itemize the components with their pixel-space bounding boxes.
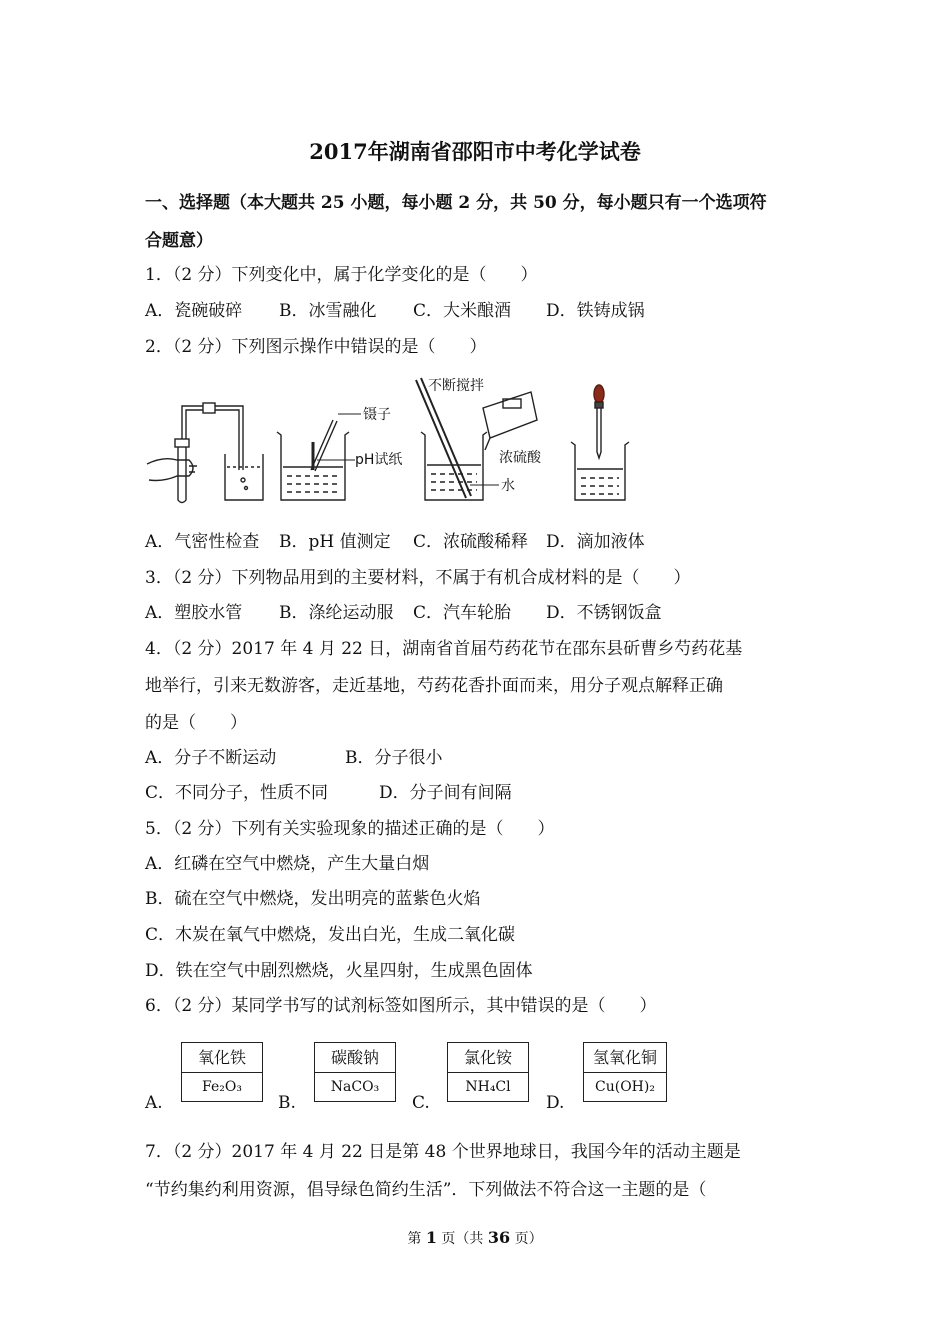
ph-test-diagram (277, 414, 361, 500)
question-4-options-row2 (145, 778, 845, 802)
option-d: D．不锈钢饭盒 (546, 603, 662, 623)
question-4-stem-cont: 地举行，引来无数游客，走近基地，芍药花香扑面而来，用分子观点解释正确 (145, 676, 723, 696)
label-b-letter: B. (278, 1093, 296, 1113)
option-b: B．分子很小 (345, 748, 443, 768)
water-label: 水 (501, 478, 515, 494)
label-name: 氧化铁 (182, 1043, 262, 1073)
reagent-label-d (583, 1042, 667, 1102)
question-6-stem: 6．（2 分）某同学书写的试剂标签如图所示，其中错误的是（ ） (145, 996, 657, 1016)
label-name: 碳酸钠 (315, 1043, 395, 1073)
label-formula: Cu(OH)₂ (595, 1079, 655, 1095)
label-d-letter: D. (546, 1093, 565, 1113)
section-heading: 一、选择题（本大题共 25 小题，每小题 2 分，共 50 分，每小题只有一个选项符 (145, 193, 767, 213)
ph-paper-label: pH试纸 (355, 452, 403, 468)
option-b: B．涤纶运动服 (279, 603, 394, 623)
section-heading-cont: 合题意） (145, 231, 213, 251)
airtightness-check-diagram (147, 403, 263, 503)
label-c-letter: C. (412, 1093, 430, 1113)
label-formula: Fe₂O₃ (202, 1079, 242, 1095)
option-d: D．铁铸成锅 (546, 301, 645, 321)
reagent-label-a (181, 1042, 263, 1102)
label-name: 氢氧化铜 (584, 1043, 666, 1073)
option-d: D．铁在空气中剧烈燃烧，火星四射，生成黑色固体 (145, 961, 533, 981)
question-3-options (145, 598, 845, 622)
option-b: B．冰雪融化 (279, 301, 377, 321)
tweezers-label: 镊子 (363, 407, 391, 423)
label-formula: NH₄Cl (465, 1079, 511, 1095)
question-1-stem: 1．（2 分）下列变化中，属于化学变化的是（ ） (145, 265, 538, 285)
page-title: 2017年湖南省邵阳市中考化学试卷 (309, 139, 641, 164)
lab-operations-figure (145, 372, 635, 510)
question-2-stem: 2．（2 分）下列图示操作中错误的是（ ） (145, 337, 487, 357)
option-d: D．分子间有间隔 (379, 783, 512, 803)
option-b: B．pH 值测定 (279, 532, 391, 552)
question-3-stem: 3．（2 分）下列物品用到的主要材料，不属于有机合成材料的是（ ） (145, 568, 691, 588)
label-formula: NaCO₃ (330, 1079, 380, 1095)
option-a: A．气密性检查 (145, 532, 260, 552)
footer-middle: 页（共 (436, 1231, 488, 1247)
question-5-stem: 5．（2 分）下列有关实验现象的描述正确的是（ ） (145, 819, 555, 839)
option-c: C．不同分子，性质不同 (145, 783, 329, 803)
total-page-count: 36 (487, 1228, 511, 1247)
reagent-label-c (447, 1042, 529, 1102)
acid-dilution-diagram (416, 378, 537, 500)
question-4-options-row1 (145, 743, 845, 767)
option-c: C．浓硫酸稀释 (413, 532, 529, 552)
option-a: A．塑胶水管 (145, 603, 243, 623)
label-a-letter: A. (145, 1093, 163, 1113)
current-page-number: 1 (425, 1228, 437, 1247)
dropper-diagram (571, 385, 629, 500)
option-a: A．分子不断运动 (145, 748, 277, 768)
acid-label: 浓硫酸 (499, 450, 541, 466)
option-a: A．红磷在空气中燃烧，产生大量白烟 (145, 854, 430, 874)
option-c: C．汽车轮胎 (413, 603, 512, 623)
question-2-options (145, 527, 845, 551)
option-a: A．瓷碗破碎 (145, 301, 243, 321)
question-4-stem-end: 的是（ ） (145, 713, 247, 733)
option-c: C．大米酿酒 (413, 301, 512, 321)
option-c: C．木炭在氧气中燃烧，发出白光，生成二氧化碳 (145, 925, 516, 945)
stir-label: 不断搅拌 (428, 378, 484, 394)
question-7-stem: 7．（2 分）2017 年 4 月 22 日是第 48 个世界地球日，我国今年的活动主题是 (145, 1142, 741, 1162)
footer-suffix: 页） (510, 1231, 543, 1247)
label-name: 氯化铵 (448, 1043, 528, 1073)
question-7-stem-cont: “节约集约利用资源，倡导绿色简约生活”．下列做法不符合这一主题的是（ (145, 1180, 707, 1200)
footer-prefix: 第 (407, 1231, 426, 1247)
reagent-label-b (314, 1042, 396, 1102)
page-footer (0, 1228, 950, 1248)
option-b: B．硫在空气中燃烧，发出明亮的蓝紫色火焰 (145, 889, 481, 909)
question-1-options (145, 296, 845, 320)
option-d: D．滴加液体 (546, 532, 645, 552)
question-4-stem: 4．（2 分）2017 年 4 月 22 日，湖南省首届芍药花节在邵东县斫曹乡芍药花基 (145, 639, 743, 659)
